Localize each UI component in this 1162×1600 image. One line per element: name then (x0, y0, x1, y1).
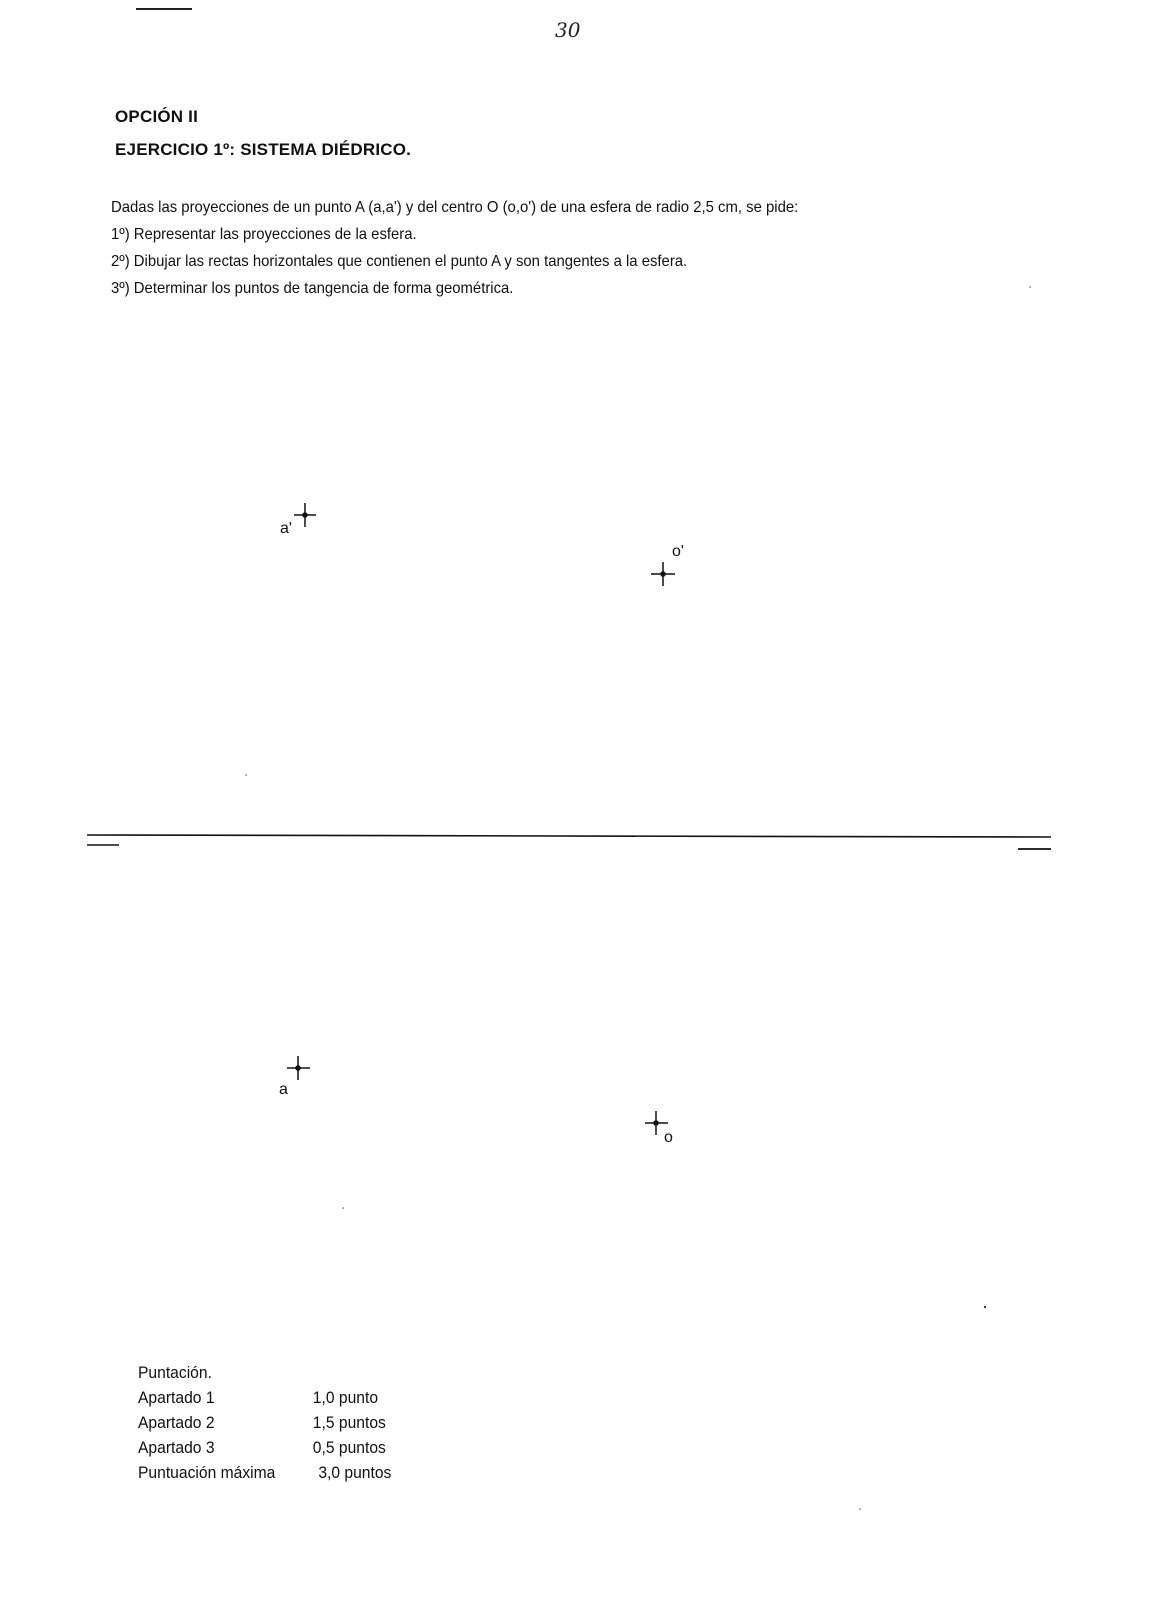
statement-intro: Dadas las proyecciones de un punto A (a,a') y del centro O (o,o') de una esfera de radio 2,5 cm, se pide: (111, 199, 799, 216)
page-number: 30 (555, 18, 581, 42)
problem-statement (111, 194, 798, 302)
statement-item-2: 2º) Dibujar las rectas horizontales que contienen el punto A y son tangentes a la esfera. (111, 253, 688, 270)
scoring-row (138, 1410, 391, 1435)
scoring-section (138, 1360, 391, 1485)
point-o-vertical (651, 562, 675, 586)
scoring-label: Apartado 3 (138, 1438, 215, 1457)
statement-item-1: 1º) Representar las proyecciones de la esfera. (111, 226, 417, 243)
label-a-vertical: a' (280, 520, 292, 537)
scan-speck (342, 1207, 344, 1209)
scoring-row (138, 1385, 391, 1410)
scoring-title: Puntación. (138, 1363, 212, 1382)
scoring-table (138, 1385, 391, 1485)
scoring-value: 3,0 puntos (318, 1463, 392, 1482)
scoring-label: Apartado 1 (138, 1388, 215, 1407)
scan-speck (859, 1508, 861, 1510)
statement-item-3: 3º) Determinar los puntos de tangencia de forma geométrica. (111, 280, 514, 297)
scoring-value: 0,5 puntos (312, 1438, 386, 1457)
label-o-horizontal: o (664, 1129, 673, 1146)
scoring-value: 1,5 puntos (312, 1413, 386, 1432)
scan-speck (245, 774, 247, 776)
scoring-label: Puntuación máxima (138, 1463, 276, 1482)
scan-speck (1029, 286, 1031, 288)
scoring-row (138, 1460, 391, 1485)
point-a-horizontal (287, 1056, 310, 1080)
exercise-heading: EJERCICIO 1º: SISTEMA DIÉDRICO. (115, 140, 412, 159)
option-heading: OPCIÓN II (115, 107, 199, 126)
scoring-label: Apartado 2 (138, 1413, 215, 1432)
label-a-horizontal: a (279, 1081, 288, 1098)
scan-speck (984, 1306, 986, 1308)
ground-line (87, 835, 1051, 837)
point-a-vertical (294, 503, 316, 527)
scoring-row (138, 1435, 391, 1460)
label-o-vertical: o' (672, 543, 684, 560)
scoring-value: 1,0 punto (312, 1388, 379, 1407)
